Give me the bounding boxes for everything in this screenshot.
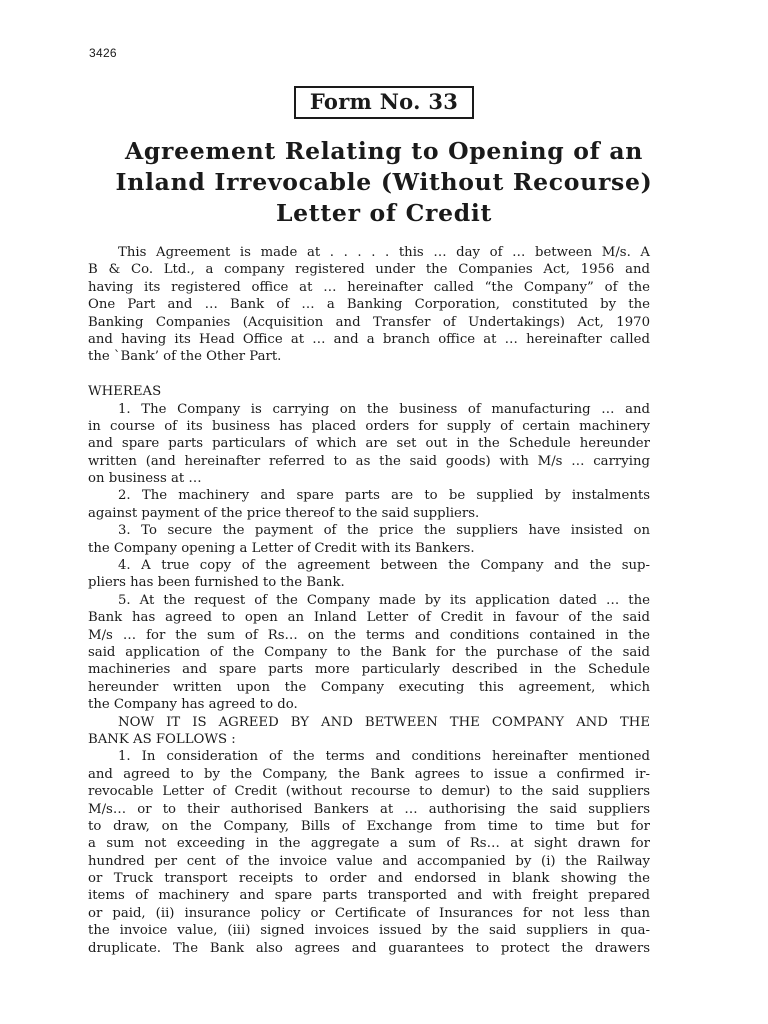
text-line: M/s… or to their authorised Bankers at … authorising the said suppliers: [88, 801, 650, 817]
text-line: WHEREAS: [88, 384, 162, 400]
text-line: hereunder written upon the Company executing this agreement, which: [88, 679, 650, 695]
text-line: One Part and … Bank of … a Banking Corporation, constituted by the: [88, 297, 650, 313]
document-body: [88, 244, 650, 957]
form-label-container: [0, 86, 768, 119]
title-line: Letter of Credit: [275, 199, 493, 227]
document-title: [60, 136, 708, 229]
paragraph: [88, 487, 650, 522]
text-line: pliers has been furnished to the Bank.: [88, 575, 345, 591]
text-line: the invoice value, (iii) signed invoices issued by the said suppliers in qua-: [88, 923, 650, 939]
text-line: written (and hereinafter referred to as the said goods) with M/s … carrying: [88, 453, 650, 469]
text-line: druplicate. The Bank also agrees and guarantees to protect the drawers: [88, 940, 650, 956]
title-line: Agreement Relating to Opening of an: [124, 137, 644, 165]
text-line: BANK AS FOLLOWS :: [88, 731, 236, 747]
text-line: the Company has agreed to do.: [88, 697, 298, 713]
text-line: Banking Companies (Acquisition and Transfer of Undertakings) Act, 1970: [88, 314, 650, 330]
paragraph: [88, 714, 650, 749]
title-line: Inland Irrevocable (Without Recourse): [115, 168, 653, 196]
text-line: 3. To secure the payment of the price the suppliers have insisted on: [118, 523, 650, 539]
paragraph: [88, 383, 650, 400]
text-line: B & Co. Ltd., a company registered under the Companies Act, 1956 and: [88, 262, 650, 278]
paragraph: [88, 522, 650, 557]
text-line: or Truck transport receipts to order and endorsed in blank showing the: [88, 871, 650, 887]
text-line: 1. In consideration of the terms and conditions hereinafter mentioned: [118, 749, 650, 765]
text-line: or paid, (ii) insurance policy or Certificate of Insurances for not less than: [88, 905, 650, 921]
paragraph: [88, 592, 650, 714]
text-line: said application of the Company to the Bank for the purchase of the said: [88, 644, 650, 660]
text-line: machineries and spare parts more particularly described in the Schedule: [88, 662, 650, 678]
paragraph: [88, 557, 650, 592]
text-line: in course of its business has placed orders for supply of certain machinery: [88, 418, 650, 434]
text-line: having its registered office at … hereinafter called “the Company” of the: [88, 279, 650, 295]
text-line: 4. A true copy of the agreement between the Company and the sup-: [118, 558, 650, 574]
text-line: and spare parts particulars of which are set out in the Schedule hereunder: [88, 436, 650, 452]
text-line: and having its Head Office at … and a branch office at … hereinafter called: [88, 331, 650, 347]
text-line: and agreed to by the Company, the Bank agrees to issue a confirmed ir-: [88, 766, 650, 782]
text-line: against payment of the price thereof to the said suppliers.: [88, 505, 480, 521]
paragraph: [88, 401, 650, 488]
text-line: 5. At the request of the Company made by its application dated … the: [118, 592, 650, 608]
text-line: 2. The machinery and spare parts are to be supplied by instalments: [118, 488, 650, 504]
text-line: revocable Letter of Credit (without recourse to demur) to the said suppliers: [88, 784, 650, 800]
paragraph: [88, 748, 650, 957]
text-line: a sum not exceeding in the aggregate a sum of Rs… at sight drawn for: [88, 836, 650, 852]
text-line: 1. The Company is carrying on the business of manufacturing … and: [118, 401, 650, 417]
text-line: the Company opening a Letter of Credit with its Bankers.: [88, 540, 475, 556]
paragraph-gap: [88, 366, 650, 383]
text-line: items of machinery and spare parts transported and with freight prepared: [88, 888, 650, 904]
text-line: the `Bank’ of the Other Part.: [88, 349, 282, 365]
text-line: Bank has agreed to open an Inland Letter of Credit in favour of the said: [88, 610, 650, 626]
page-number: 3426: [89, 46, 117, 60]
text-line: to draw, on the Company, Bills of Exchange from time to time but for: [88, 818, 650, 834]
paragraph: [88, 244, 650, 366]
form-label: Form No. 33: [294, 86, 474, 119]
text-line: NOW IT IS AGREED BY AND BETWEEN THE COMPANY AND THE: [118, 714, 650, 730]
text-line: hundred per cent of the invoice value and accompanied by (i) the Railway: [88, 853, 650, 869]
text-line: M/s … for the sum of Rs… on the terms and conditions contained in the: [88, 627, 650, 643]
text-line: on business at …: [88, 471, 202, 487]
text-line: This Agreement is made at . . . . . this … day of … between M/s. A: [118, 245, 650, 260]
